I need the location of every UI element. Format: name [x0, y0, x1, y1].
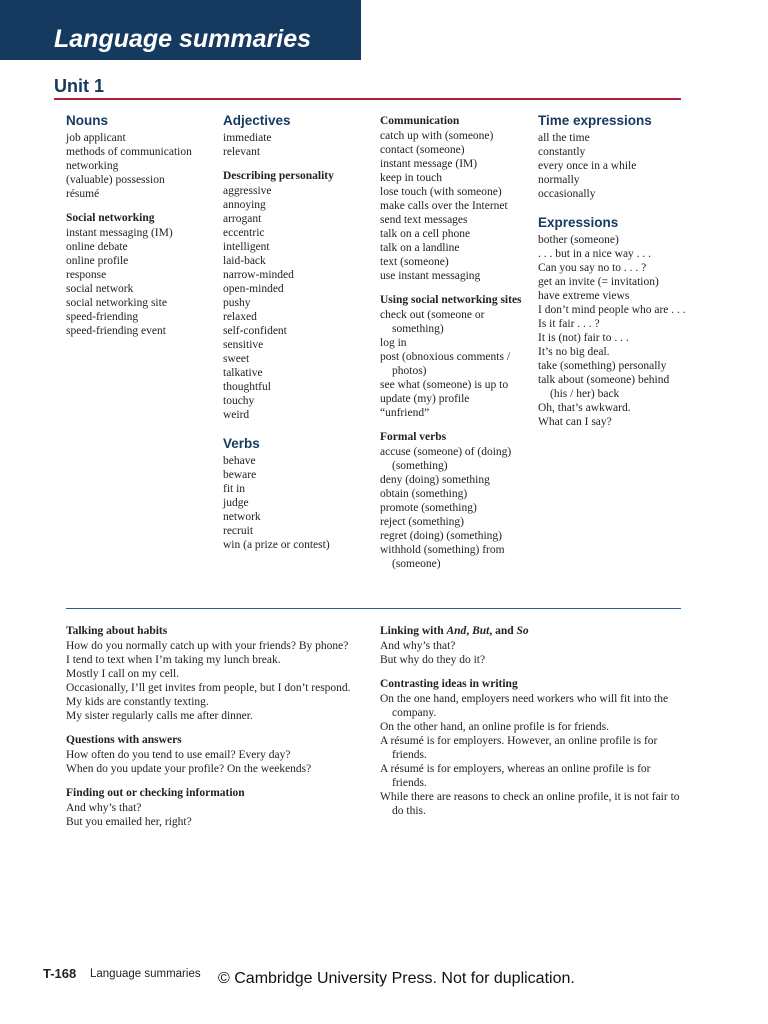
list-item: While there are reasons to check an online profile, it is not fair to do this.	[380, 791, 680, 817]
list-item: social networking site	[66, 297, 167, 309]
list-item: catch up with (someone)	[380, 130, 494, 142]
list-item: text (someone)	[380, 256, 449, 268]
list-item: How often do you tend to use email? Every day?	[66, 749, 291, 761]
subsection-heading: Social networking	[66, 212, 155, 224]
list-item: contact (someone)	[380, 144, 465, 156]
subsection-heading: Questions with answers	[66, 734, 182, 746]
list-item: A résumé is for employers, whereas an online profile is for friends.	[380, 763, 651, 789]
list-item: What can I say?	[538, 416, 612, 428]
list-item: I don’t mind people who are . . .	[538, 304, 686, 316]
list-item: Occasionally, I’ll get invites from people, but I don’t respond.	[66, 682, 351, 694]
grammar-right-column	[380, 624, 680, 818]
list-item: make calls over the Internet	[380, 200, 508, 212]
list-item: eccentric	[223, 227, 265, 239]
sentence-list	[66, 748, 376, 776]
page-number: T-168	[43, 966, 77, 981]
word-list	[223, 184, 371, 422]
list-item: reject (something)	[380, 516, 464, 528]
column-adjectives	[223, 113, 371, 552]
sentence-list	[380, 692, 680, 818]
list-item: But why do they do it?	[380, 654, 486, 666]
list-item: get an invite (= invitation)	[538, 276, 659, 288]
list-item: normally	[538, 174, 580, 186]
list-item: recruit	[223, 525, 254, 537]
subsection-heading: Linking with And, But, and So	[380, 625, 529, 637]
list-item: talk on a cell phone	[380, 228, 471, 240]
list-item: self-confident	[223, 325, 287, 337]
list-item: networking	[66, 160, 119, 172]
list-item: Mostly I call on my cell.	[66, 668, 180, 680]
list-item: relevant	[223, 146, 261, 158]
section-heading: Nouns	[66, 113, 108, 128]
word-list	[538, 233, 688, 429]
list-item: log in	[380, 337, 407, 349]
list-item: “unfriend”	[380, 407, 430, 419]
subsection-heading: Describing personality	[223, 170, 334, 182]
list-item: methods of communication	[66, 146, 192, 158]
list-item: sweet	[223, 353, 250, 365]
list-item: judge	[223, 497, 249, 509]
sentence-list	[66, 801, 376, 829]
word-list	[223, 454, 371, 552]
list-item: And why’s that?	[380, 640, 456, 652]
list-item: every once in a while	[538, 160, 637, 172]
list-item: promote (something)	[380, 502, 477, 514]
section-heading: Expressions	[538, 215, 619, 230]
list-item: résumé	[66, 188, 100, 200]
list-item: network	[223, 511, 261, 523]
list-item: talk about (someone) behind (his / her) back	[538, 374, 670, 400]
list-item: pushy	[223, 297, 251, 309]
column-nouns	[66, 113, 214, 338]
list-item: narrow-minded	[223, 269, 294, 281]
list-item: Can you say no to . . . ?	[538, 262, 647, 274]
list-item: My kids are constantly texting.	[66, 696, 209, 708]
list-item: check out (someone or something)	[380, 309, 485, 335]
section-heading: Verbs	[223, 436, 260, 451]
grammar-left-column	[66, 624, 376, 829]
list-item: But you emailed her, right?	[66, 816, 192, 828]
list-item: . . . but in a nice way . . .	[538, 248, 652, 260]
list-item: accuse (someone) of (doing) (something)	[380, 446, 512, 472]
word-list	[538, 131, 688, 201]
subsection-heading: Contrasting ideas in writing	[380, 678, 518, 690]
page-title: Language summaries	[54, 25, 312, 53]
subsection-heading: Communication	[380, 115, 460, 127]
list-item: arrogant	[223, 213, 262, 225]
list-item: relaxed	[223, 311, 257, 323]
list-item: weird	[223, 409, 250, 421]
list-item: talkative	[223, 367, 263, 379]
list-item: online profile	[66, 255, 129, 267]
list-item: A résumé is for employers. However, an online profile is for friends.	[380, 735, 658, 761]
list-item: deny (doing) something	[380, 474, 490, 486]
list-item: constantly	[538, 146, 586, 158]
list-item: intelligent	[223, 241, 270, 253]
list-item: send text messages	[380, 214, 468, 226]
section-heading: Adjectives	[223, 113, 291, 128]
list-item: open-minded	[223, 283, 284, 295]
list-item: instant messaging (IM)	[66, 227, 173, 239]
list-item: How do you normally catch up with your friends? By phone?	[66, 640, 349, 652]
subsection-heading: Formal verbs	[380, 431, 447, 443]
list-item: update (my) profile	[380, 393, 470, 405]
list-item: (valuable) possession	[66, 174, 165, 186]
list-item: Is it fair . . . ?	[538, 318, 600, 330]
list-item: speed-friending event	[66, 325, 166, 337]
list-item: And why’s that?	[66, 802, 142, 814]
list-item: regret (doing) (something)	[380, 530, 502, 542]
list-item: lose touch (with someone)	[380, 186, 502, 198]
subsection-heading: Using social networking sites	[380, 294, 522, 306]
list-item: behave	[223, 455, 256, 467]
list-item: response	[66, 269, 107, 281]
list-item: beware	[223, 469, 257, 481]
list-item: all the time	[538, 132, 590, 144]
list-item: withhold (something) from (someone)	[380, 544, 505, 570]
list-item: thoughtful	[223, 381, 271, 393]
unit-divider	[54, 98, 681, 100]
list-item: It is (not) fair to . . .	[538, 332, 629, 344]
list-item: keep in touch	[380, 172, 442, 184]
list-item: It’s no big deal.	[538, 346, 610, 358]
list-item: My sister regularly calls me after dinner.	[66, 710, 253, 722]
footer-label: Language summaries	[90, 968, 201, 980]
subsection-heading: Finding out or checking information	[66, 787, 245, 799]
list-item: obtain (something)	[380, 488, 468, 500]
unit-title: Unit 1	[54, 76, 105, 96]
list-item: touchy	[223, 395, 255, 407]
subsection-heading: Talking about habits	[66, 625, 168, 637]
column-communication	[380, 114, 530, 571]
list-item: I tend to text when I’m taking my lunch break.	[66, 654, 281, 666]
list-item: social network	[66, 283, 134, 295]
list-item: job applicant	[66, 132, 126, 144]
list-item: immediate	[223, 132, 272, 144]
list-item: use instant messaging	[380, 270, 481, 282]
list-item: win (a prize or contest)	[223, 539, 330, 551]
list-item: online debate	[66, 241, 128, 253]
word-list	[66, 131, 214, 201]
list-item: speed-friending	[66, 311, 139, 323]
list-item: Oh, that’s awkward.	[538, 402, 631, 414]
list-item: When do you update your profile? On the weekends?	[66, 763, 312, 775]
list-item: fit in	[223, 483, 246, 495]
list-item: sensitive	[223, 339, 264, 351]
list-item: post (obnoxious comments / photos)	[380, 351, 511, 377]
list-item: have extreme views	[538, 290, 630, 302]
word-list	[380, 445, 530, 571]
word-list	[380, 129, 530, 283]
copyright-notice: © Cambridge University Press. Not for duplication.	[218, 970, 575, 987]
list-item: aggressive	[223, 185, 272, 197]
list-item: instant message (IM)	[380, 158, 478, 170]
word-list	[380, 308, 530, 420]
column-time-expressions	[538, 113, 688, 429]
list-item: see what (someone) is up to	[380, 379, 509, 391]
list-item: talk on a landline	[380, 242, 460, 254]
list-item: On the other hand, an online profile is for friends.	[380, 721, 609, 733]
list-item: take (something) personally	[538, 360, 667, 372]
list-item: bother (someone)	[538, 234, 619, 246]
section-heading: Time expressions	[538, 113, 652, 128]
sentence-list	[380, 639, 680, 667]
list-item: laid-back	[223, 255, 266, 267]
section-divider	[66, 608, 681, 609]
sentence-list	[66, 639, 376, 723]
list-item: annoying	[223, 199, 266, 211]
list-item: occasionally	[538, 188, 596, 200]
word-list	[223, 131, 371, 159]
list-item: On the one hand, employers need workers who will fit into the company.	[380, 693, 669, 719]
word-list	[66, 226, 214, 338]
